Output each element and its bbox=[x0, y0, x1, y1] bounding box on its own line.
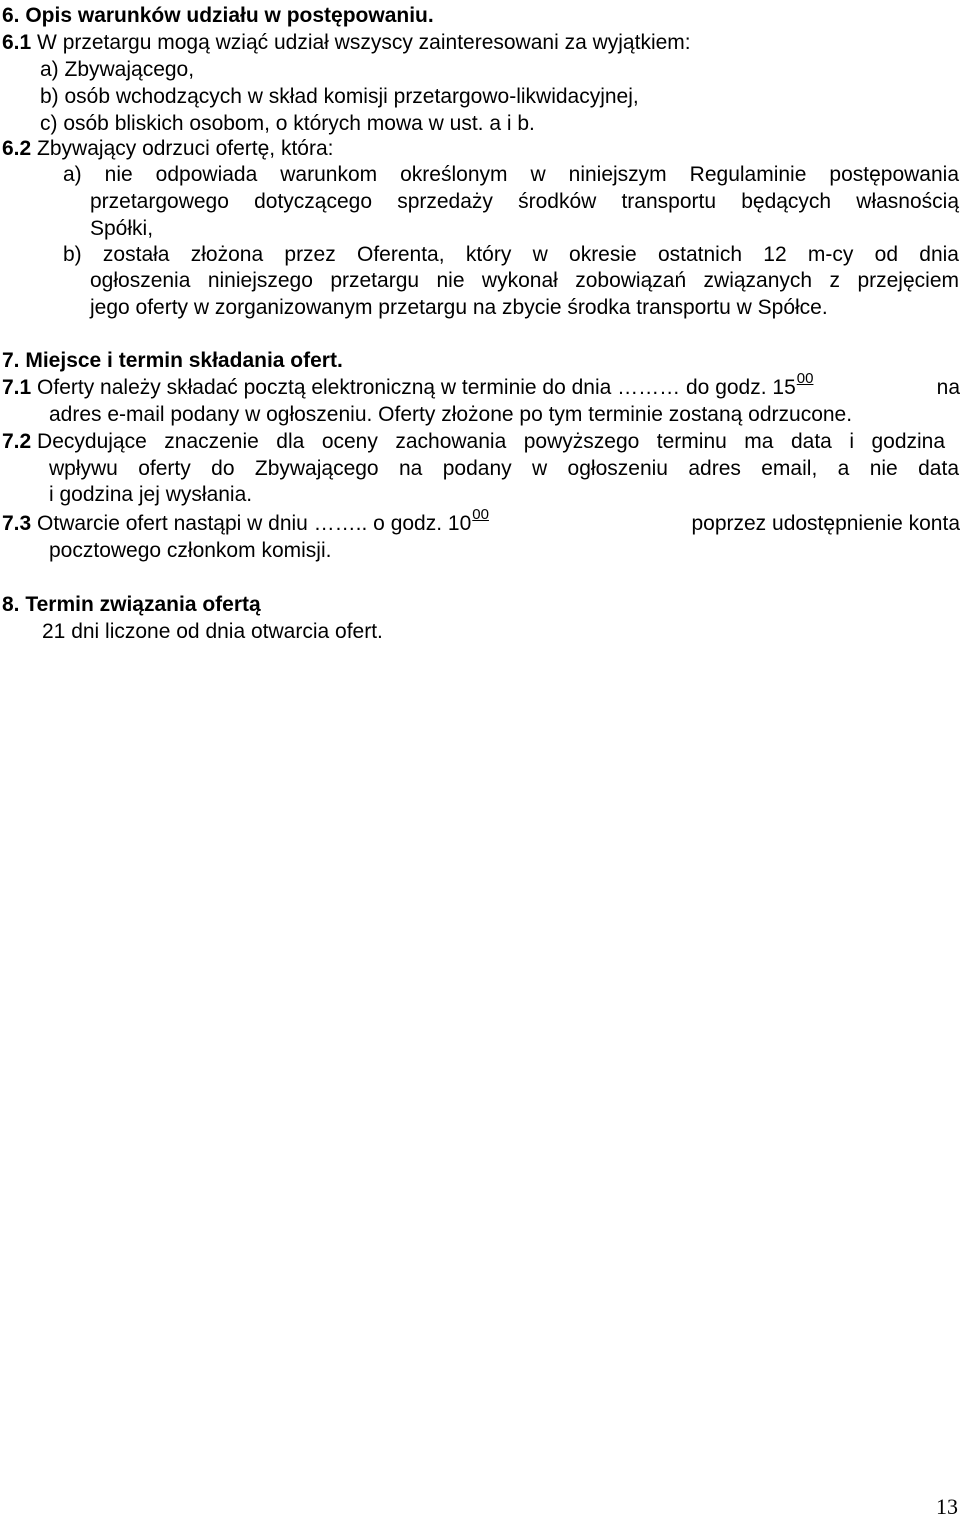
paragraph-line: pocztowego członkom komisji. bbox=[49, 539, 332, 562]
paragraph-line: i godzina jej wysłania. bbox=[49, 483, 253, 506]
paragraph-text: Otwarcie ofert nastąpi w dniu …….. o godz. 10 bbox=[37, 512, 472, 535]
paragraph-line: wpływu oferty do Zbywającego na podany w ogłoszeniu adres email, a nie data bbox=[49, 457, 959, 480]
paragraph-line: adres e-mail podany w ogłoszeniu. Oferty złożone po tym terminie zostaną odrzucone. bbox=[49, 403, 853, 426]
hour-superscript: 00 bbox=[796, 370, 814, 387]
paragraph-text: 21 dni liczone od dnia otwarcia ofert. bbox=[42, 620, 383, 643]
section-7-heading: 7. Miejsce i termin składania ofert. bbox=[2, 349, 343, 372]
paragraph-7-1 bbox=[2, 370, 960, 403]
list-item-b-line: b) została złożona przez Oferenta, który w okresie ostatnich 12 m-cy od dnia bbox=[63, 243, 959, 266]
page-number: 13 bbox=[936, 1494, 958, 1519]
paragraph-6-2 bbox=[2, 136, 334, 162]
paragraph-7-3 bbox=[2, 506, 960, 539]
paragraph-text: W przetargu mogą wziąć udział wszyscy zainteresowani za wyjątkiem: bbox=[37, 31, 691, 54]
paragraph-number: 7.3 bbox=[2, 512, 32, 535]
paragraph-number: 6.2 bbox=[2, 137, 32, 160]
paragraph-number: 7.1 bbox=[2, 376, 32, 399]
paragraph-text: Decydujące znaczenie dla oceny zachowania powyższego terminu ma data i godzina bbox=[37, 430, 946, 453]
paragraph-text-end: poprzez udostępnienie konta bbox=[691, 512, 960, 535]
paragraph-number: 7.2 bbox=[2, 430, 32, 453]
list-item-b-line: ogłoszenia niniejszego przetargu nie wykonał zobowiązań związanych z przejęciem bbox=[90, 269, 959, 292]
list-item-a-line: przetargowego dotyczącego sprzedaży środków transportu będących własnością bbox=[90, 190, 959, 213]
paragraph-6-1 bbox=[2, 30, 691, 56]
list-item: c) osób bliskich osobom, o których mowa w ust. a i b. bbox=[40, 112, 535, 135]
section-8-heading: 8. Termin związania ofertą bbox=[2, 593, 261, 616]
list-item-a-line: Spółki, bbox=[90, 217, 154, 240]
hour-superscript: 00 bbox=[472, 506, 489, 523]
paragraph-text: Zbywający odrzuci ofertę, która: bbox=[37, 137, 334, 160]
list-item-a-line: a) nie odpowiada warunkom określonym w niniejszym Regulaminie postępowania bbox=[63, 163, 959, 186]
section-6-heading: 6. Opis warunków udziału w postępowaniu. bbox=[2, 4, 434, 27]
list-item-b-line: jego oferty w zorganizowanym przetargu na zbycie środka transportu w Spółce. bbox=[90, 296, 828, 319]
paragraph-7-2 bbox=[2, 429, 960, 455]
paragraph-text-end: na bbox=[936, 376, 960, 399]
list-item: b) osób wchodzących w skład komisji przetargowo-likwidacyjnej, bbox=[40, 85, 639, 108]
paragraph-number: 6.1 bbox=[2, 31, 32, 54]
list-item: a) Zbywającego, bbox=[40, 58, 195, 81]
paragraph-text: Oferty należy składać pocztą elektroniczną w terminie do dnia ……… do godz. 15 bbox=[37, 376, 796, 399]
